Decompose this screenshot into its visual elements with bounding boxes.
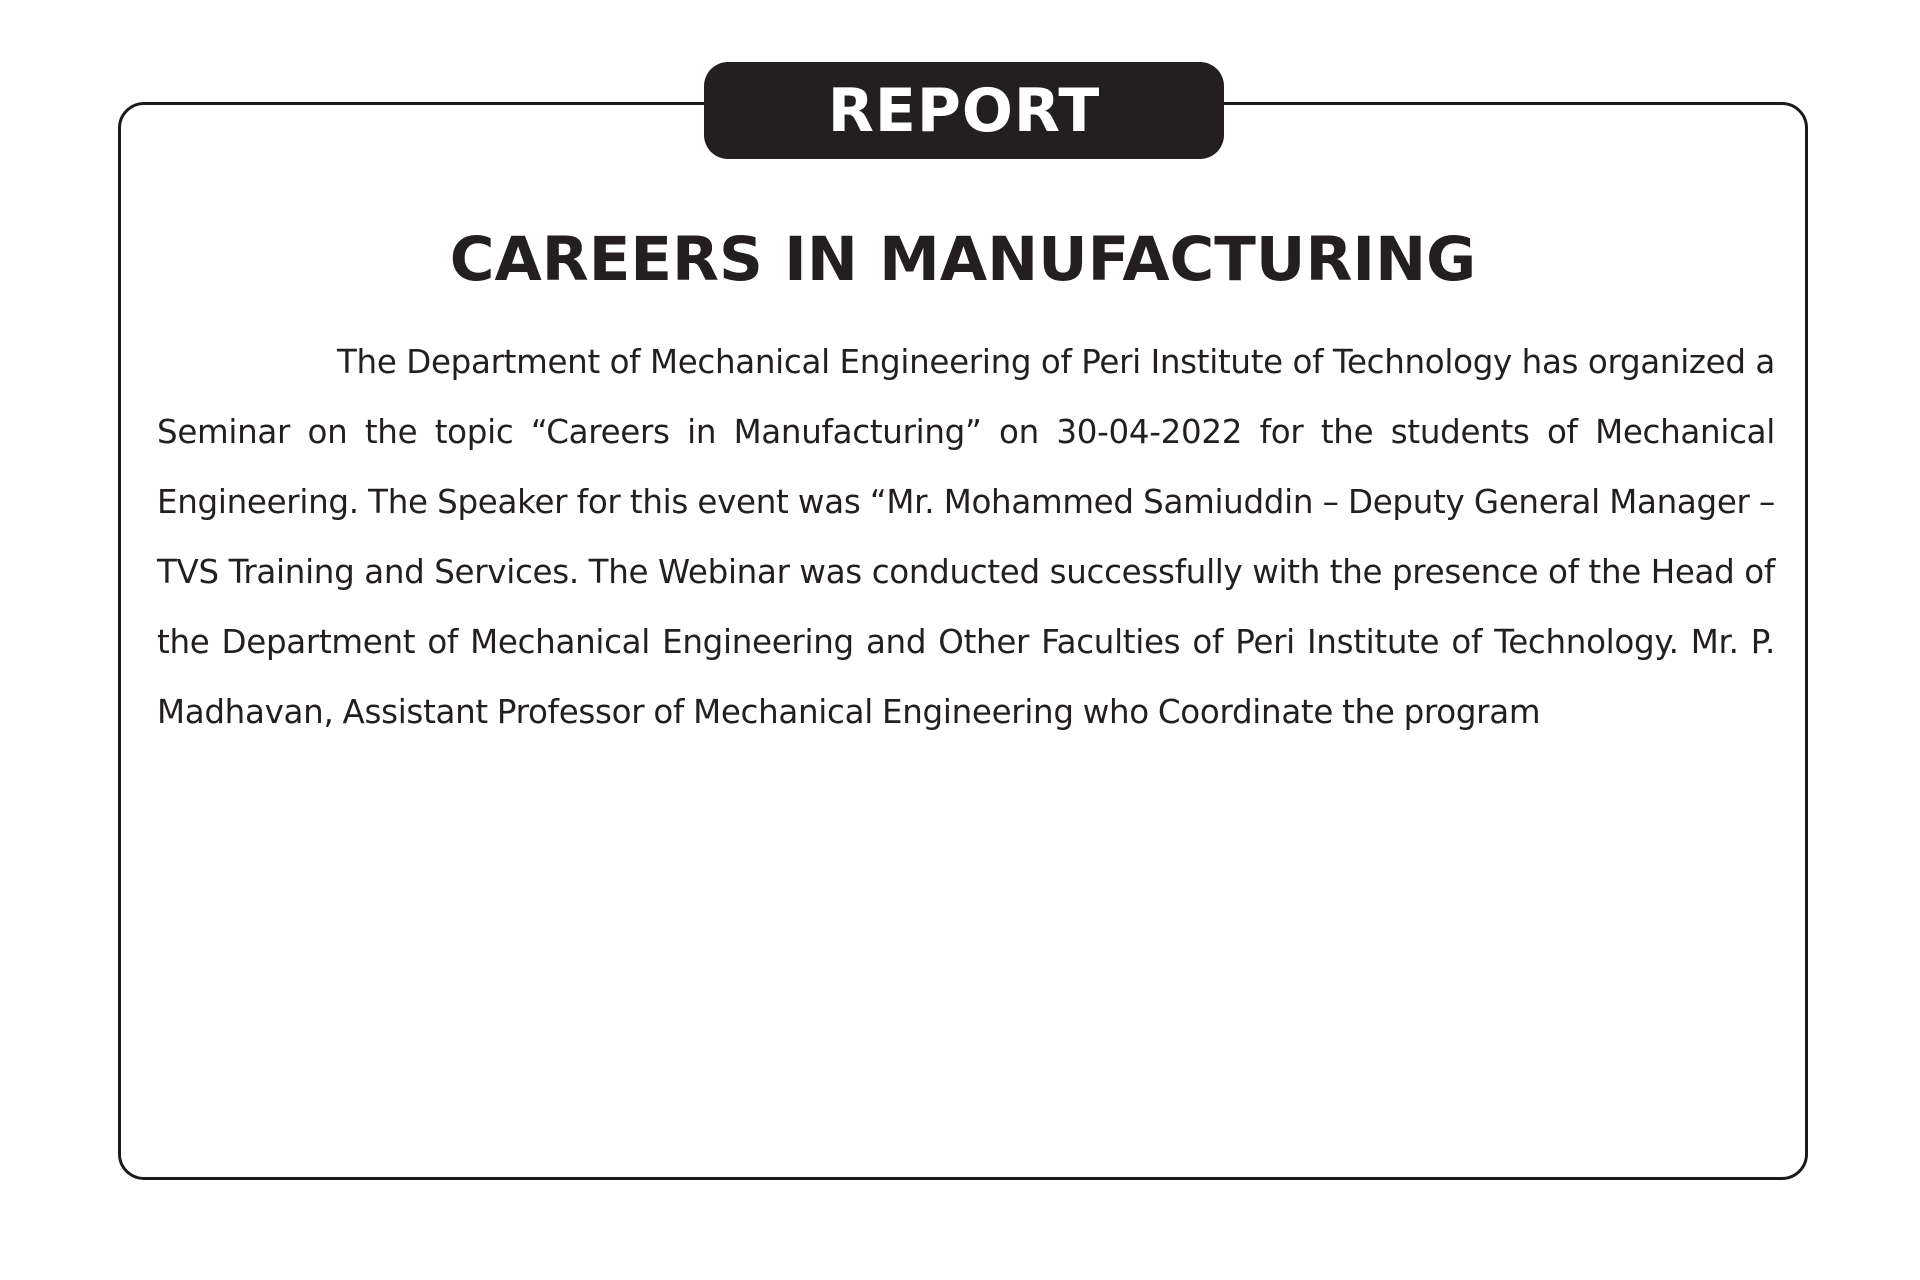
report-body: The Department of Mechanical Engineering of Peri Institute of Technology has organized a Seminar on the topic “Careers in Manufacturing” on 30-04-2022 for the students of Mechanical Engineering. The Speaker for this event was “Mr. Mohammed Samiuddin – Deputy General Manager – TVS Training and Services. The Webinar was conducted successfully with the presence of the Head of the Department of Mechanical Engineering and Other Faculties of Peri Institute of Technology. Mr. P. Madhavan, Assistant Professor of Mechanical Engineering who Coordinate the program	[157, 343, 1775, 731]
page-title: CAREERS IN MANUFACTURING	[449, 224, 1477, 295]
report-tab	[704, 62, 1224, 159]
report-label: REPORT	[827, 75, 1101, 146]
